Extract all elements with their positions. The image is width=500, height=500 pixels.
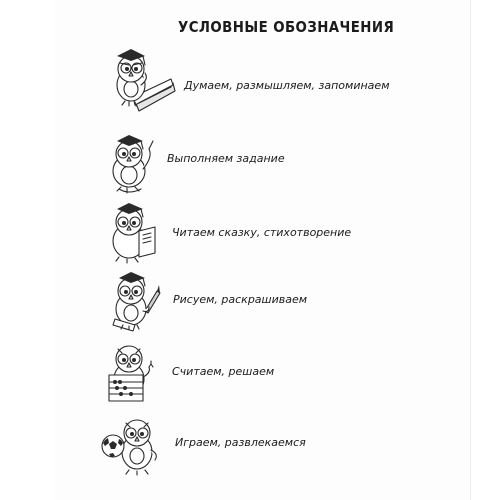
legend-label: Читаем сказку, стихотворение [172,226,352,239]
legend-item-counting [95,337,475,407]
owl-drawing-icon [95,265,175,337]
page-title: УСЛОВНЫЕ ОБОЗНАЧЕНИЯ [178,18,395,36]
owl-task-icon [95,127,175,199]
legend-item-task [95,127,475,197]
legend-item-thinking [95,45,475,115]
owl-playing-icon [95,410,175,482]
owl-reading-icon [95,197,175,269]
owl-counting-icon [95,337,175,409]
legend-item-drawing [95,265,475,335]
legend-label: Думаем, размышляем, запоминаем [184,79,390,92]
legend-label: Играем, развлекаемся [175,436,306,449]
legend-item-reading [95,197,475,267]
owl-thinking-icon [95,45,175,117]
legend-label: Рисуем, раскрашиваем [173,293,308,306]
legend-label: Считаем, решаем [172,365,275,378]
legend-item-playing [95,410,475,480]
legend-label: Выполняем задание [167,152,285,165]
